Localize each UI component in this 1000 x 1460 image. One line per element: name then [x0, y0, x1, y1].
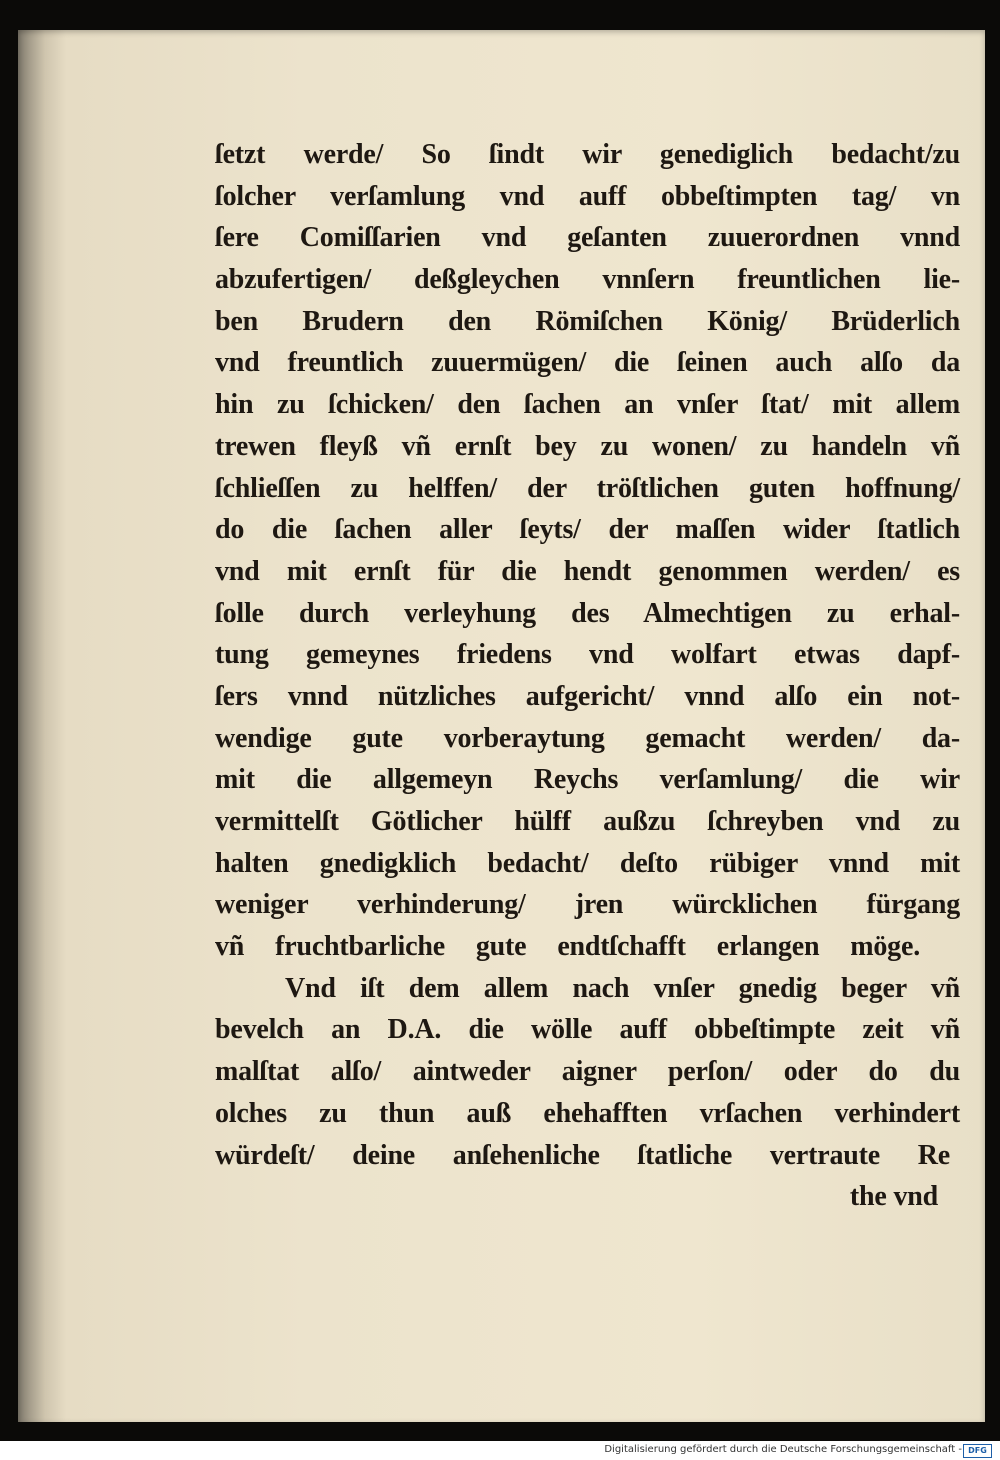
text-line: hin zu ſchicken/ den ſachen an vnſer ſtat/ mit allem — [215, 389, 960, 421]
funding-credit: Digitalisierung gefördert durch die Deutsche Forschungsgemeinschaft - — [604, 1444, 962, 1455]
text-line: ben Brudern den Römiſchen König/ Brüderlich — [215, 305, 960, 337]
text-line: ſchlieſſen zu helffen/ der tröſtlichen guten hoffnung/ — [215, 472, 960, 504]
text-line: olches zu thun auß ehehafften vrſachen verhindert — [215, 1097, 960, 1129]
text-line: ſere Comiſſarien vnd geſanten zuuerordnen vnnd — [215, 222, 960, 254]
text-line: bevelch an D.A. die wölle auff obbeſtimpte zeit vñ — [215, 1014, 960, 1046]
text-line: abzufertigen/ deßgleychen vnnſern freuntlichen lie- — [215, 264, 960, 296]
text-line: ſolle durch verleyhung des Almechtigen zu erhal- — [215, 597, 960, 629]
text-line: ſers vnnd nützliches aufgericht/ vnnd alſo ein not- — [215, 680, 960, 712]
text-line: wendige gute vorberaytung gemacht werden/ da- — [215, 722, 960, 754]
text-line: vermittelſt Götlicher hülff außzu ſchreyben vnd zu — [215, 806, 960, 837]
page-text — [215, 134, 960, 1218]
dfg-logo: DFG — [963, 1444, 992, 1458]
paragraph-start-line: Vnd iſt dem allem nach vnſer gnedig beger vñ — [285, 972, 960, 1004]
text-line: tung gemeynes friedens vnd wolfart etwas dapf- — [215, 639, 960, 671]
text-line: würdeſt/ deine anſehenliche ſtatliche vertraute Re — [215, 1139, 950, 1171]
book-page — [18, 30, 985, 1422]
text-line: malſtat alſo/ aintweder aigner perſon/ oder do du — [215, 1056, 960, 1088]
text-line: do die ſachen aller ſeyts/ der maſſen wider ſtatlich — [215, 514, 960, 546]
text-line: mit die allgemeyn Reychs verſamlung/ die wir — [215, 764, 960, 796]
catchword: the vnd — [849, 1181, 938, 1213]
text-line: ſolcher verſamlung vnd auff obbeſtimpten tag/ vn — [215, 180, 960, 212]
text-line: vnd mit ernſt für die hendt genommen werden/ es — [215, 555, 960, 587]
digitization-footer — [0, 1441, 1000, 1460]
text-line: weniger verhinderung/ jren würcklichen fürgang — [215, 889, 960, 921]
text-line: vñ fruchtbarliche gute endtſchafft erlangen möge. — [215, 931, 920, 963]
text-line: halten gnedigklich bedacht/ deſto rübiger vnnd mit — [215, 847, 960, 879]
text-line: ſetzt werde/ So ſindt wir genediglich bedacht/zu — [215, 139, 960, 170]
text-line: trewen fleyß vñ ernſt bey zu wonen/ zu handeln vñ — [215, 430, 960, 462]
text-line: vnd freuntlich zuuermügen/ die ſeinen auch alſo da — [215, 347, 960, 379]
